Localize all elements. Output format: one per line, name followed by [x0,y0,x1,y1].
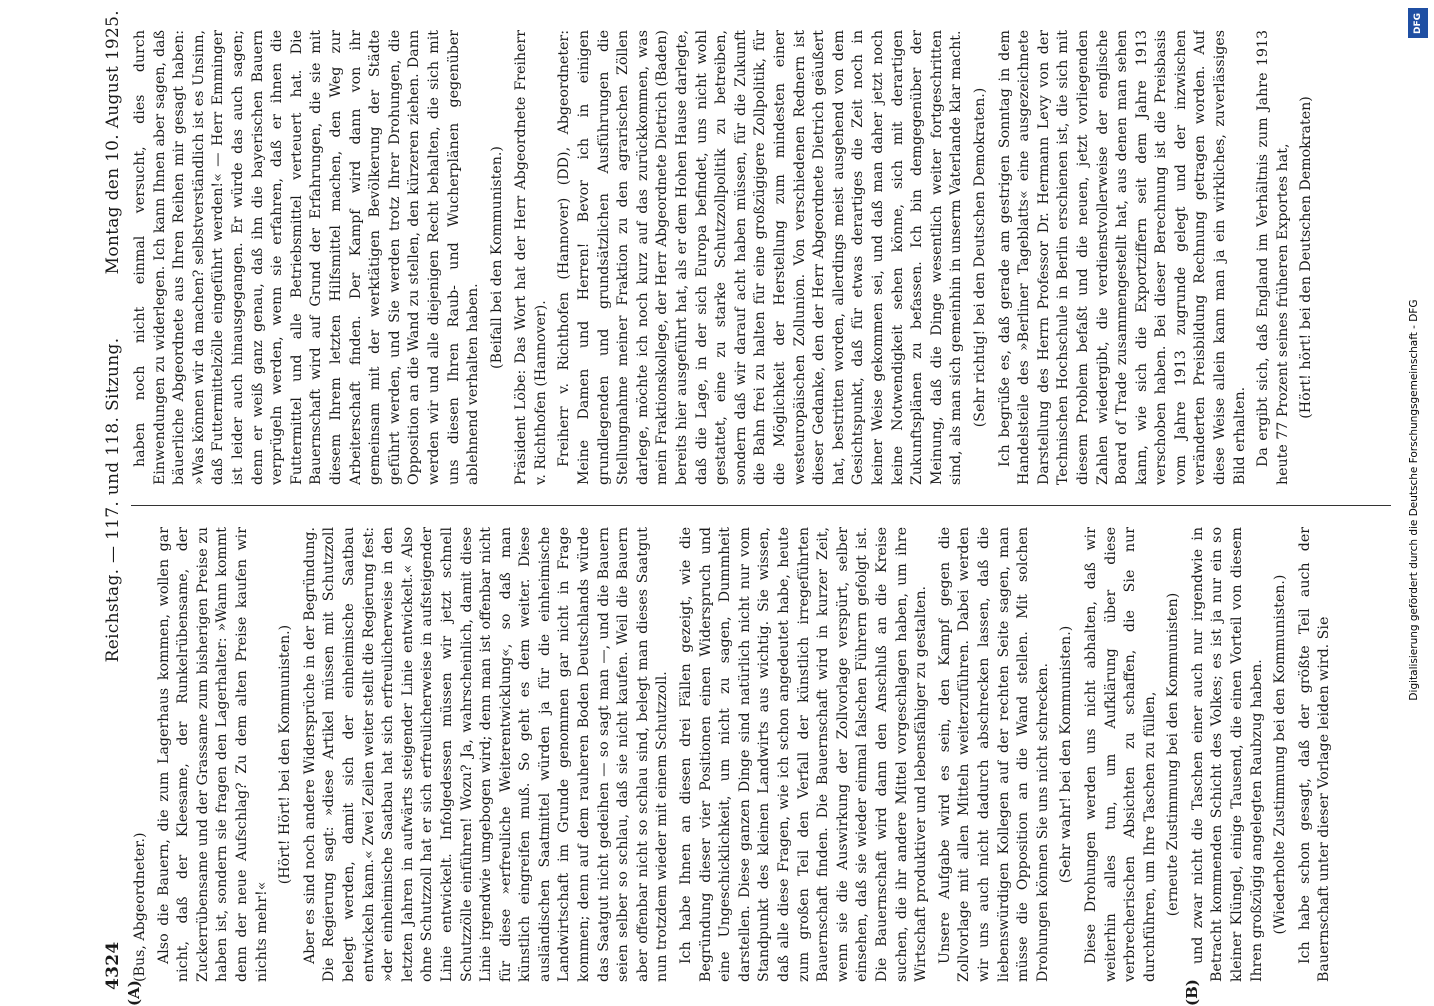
interjection: (erneute Zustimmung bei den Kommunisten) [1165,592,1182,917]
paragraph: haben noch nicht einmal versucht, dies durch Einwendungen zu widerlegen. Ich kann Ihnen aber sagen, daß bäuerliche Abgeordnete aus Ihren Reihen mir gesagt haben: »Was können wir da machen? selbstverständlich ist es Unsinn, daß Futtermittelzölle eingeführt werden!« — Herr Emminger ist leider auch hinausgegangen. Er würde das auch sagen; denn er weiß ganz genau, daß ihn die bayerischen Bauern verprügeln werden, wenn sie erfahren, daß er ihnen die Futtermittel und alle Betriebsmittel verteuert hat. Die Bauernschaft wird auf Grund der Erfahrungen, die sie mit diesem Ihrem letzten Hilfsmittel machen, den Weg zur Arbeiterschaft finden. Der Kampf wird dann von ihr gemeinsam mit der werktätigen Bevölkerung der Städte geführt werden, und Sie werden trotz Ihrer Drohungen, die Opposition an die Wand zu stellen, den kürzeren ziehen. Dann werden wir und alle diejenigen Recht behalten, die sich mit uns diesen Ihren Raub- und Wucherplänen gegenüber ablehnend verhalten haben. [132,30,482,485]
interjection: (Sehr richtig! bei den Deutschen Demokraten.) [971,87,988,428]
paragraph: Freiherr v. Richthofen (Hannover) (DD), Abgeordneter: Meine Damen und Herren! Bevor ich in einigen grundlegenden und grundsätzlichen Ausführungen die Stellungnahme meiner Fraktion zu den agrarischen Zöllen darlege, möchte ich noch kurz auf das zurückkommen, was mein Fraktionskollege, der Herr Abgeordnete Dietrich (Baden) bereits hier ausgeführt hat, als er dem Hohen Hause darlegte, daß die Lage, in der sich Europa befindet, uns nicht wohl gestattet, eine zu starke Schutzzollpolitik zu betreiben, sondern daß wir darauf acht haben müssen, für die Zukunft die Bahn frei zu halten für eine großzügigere Zollpolitik, für die Möglichkeit der Herstellung zum mindesten einer westeuropäischen Zollunion. Von verschiedenen Rednern ist dieser Gedanke, den der Herr Abgeordnete Dietrich geäußert hat, bestritten worden, allerdings meist ausgehend von dem Gesichtspunkt, daß für etwas derartiges die Zeit noch in keiner Weise gekommen sei, und daß man daher jetzt noch keine Notwendigkeit sehen könne, sich mit derartigen Zukunftsplänen zu befassen. Ich bin demgegenüber der Meinung, daß die Dinge wesentlich weiter fortgeschritten sind, als man sich gemeinhin in unserm Vaterlande klar macht. [556,30,965,485]
funding-note [1400,0,1428,1000]
page-title: Reichstag. — 117. und 118. Sitzung. [103,337,123,663]
interjection: (Hört! hört! bei den Deutschen Demokraten) [1298,96,1315,419]
session-date: Montag den 10. August 1925. [103,10,123,275]
page-number: 4324 [103,941,123,990]
margin-marker-b: (B) [1183,979,1201,1006]
funding-note-text: Digitalisierung gefördert durch die Deutsche Forschungsgemeinschaft - DFG [1408,299,1420,701]
paragraph: Unsere Aufgabe wird es sein, den Kampf gegen die Zollvorlage mit allen Mitteln weiterzuführen. Dabei werden wir uns auch nicht dadurch abschrecken lassen, daß die liebenswürdigen Kollegen auf der rechten Seite sagen, man müsse die Opposition an die Wand stellen. Mit solchen Drohungen können Sie uns nicht schrecken. [936,527,1051,982]
rotated-page [95,0,1425,1006]
paragraph: Aber es sind noch andere Widersprüche in der Begründung. Die Regierung sagt: »diese Artikel müssen mit Schutzzoll belegt werden, damit sich der einheimische Saatbau entwickeln kann.« Zwei Zeilen weiter stellt die Regierung fest: »der einheimische Saatbau hat sich erfreulicherweise in den letzten Jahren in aufwärts steigender Linie entwickelt.« Also ohne Schutzzoll hat er sich erfreulicherweise in aufsteigender Linie entwickelt. Infolgedessen müssen wir jetzt schnell Schutzzölle einführen! Wozu? Ja, wahrscheinlich, damit diese Linie irgendwie umgebogen wird; denn man ist offenbar nicht für diese »erfreuliche Weiterentwicklung«, so daß man künstlich eingreifen muß. So geht es dem weiter. Diese ausländischen Saatmittel würden ja für die einheimische Landwirtschaft im Grunde genommen gar nicht in Frage kommen; denn auf dem rauheren Boden Deutschlands würde das Saatgut nicht gedeihen — so sagt man —, und die Bauern seien selber so schlau, daß sie nicht kaufen. Weil die Bauern aber offenbar nicht so schlau sind, belegt man dieses Saatgut nun trotzdem wieder mit einem Schutzzoll. [301,527,671,982]
interjection: (Beifall bei den Kommunisten.) [488,146,505,369]
speaker-line: Präsident Löbe: Das Wort hat der Herr Abgeordnete Freiherr v. Richthofen (Hannover). [513,30,549,485]
right-column [131,30,1401,485]
paragraph: Diese Drohungen werden uns nicht abhalten, daß wir weiterhin alles tun, um Aufklärung über diese verbrecherischen Absichten zu schaffen, die Sie nur durchführen, um Ihre Taschen zu füllen, [1082,527,1158,982]
paragraph: Ich begrüße es, daß gerade am gestrigen Sonntag in dem Handelsteile des »Berliner Tageblatts« eine ausgezeichnete Darstellung des Herrn Professor Dr. Hermann Levy von der Technischen Hochschule in Berlin erschienen ist, die sich mit diesem Problem befaßt und die neuen, jetzt vorliegenden Zahlen wiedergibt, die verdienstvollerweise der englische Board of Trade zusammengestellt hat, aus denen man sehen kann, wie sich die Exportziffern seit dem Jahre 1913 verschoben haben. Bei dieser Berechnung ist die Preisbasis vom Jahre 1913 zugrunde gelegt und der inzwischen veränderten Preisbildung Rechnung getragen worden. Auf diese Weise allein kann man ja ein wirkliches, zuverlässiges Bild erhalten. [996,30,1248,485]
speaker-line: (Bus, Abgeordneter.) [132,832,148,982]
paragraph: Ich habe Ihnen an diesen drei Fällen gezeigt, wie die Begründung dieser vier Positionen einen Widerspruch und eine Ungeschicklichkeit, um nicht zu sagen, Dummheit darstellen. Diese ganzen Dinge sind natürlich nicht nur vom Standpunkt des kleinen Landwirts aus wichtig. Sie wissen, daß alle diese Fragen, wie ich schon angedeutet habe, heute zum großen Teil den Verfall der künstlich irregeführten Bauernschaft finden. Die Bauernschaft wird in kurzer Zeit, wenn sie die Auswirkung der Zollvorlage verspürt, selber einsehen, daß sie wieder einmal falschen Führern gefolgt ist. Die Bauernschaft wird dann den Anschluß an die Kreise suchen, die ihr andere Mittel vorgeschlagen haben, um ihre Wirtschaft produktiver und lebensfähiger zu gestalten. [678,527,930,982]
interjection: (Wiederholte Zustimmung bei den Kommunisten.) [1272,574,1289,935]
column-divider [131,505,1391,506]
margin-marker-a: (A) [125,980,143,1006]
dfg-logo: DFG [1408,8,1428,38]
left-column [131,527,1401,982]
paragraph: Also die Bauern, die zum Lagerhaus kommen, wollen gar nicht, daß der Kleesame, der Runkelrübensame, der Zuckerrübensame und der Grassame zum bisherigen Preise zu haben ist, sondern sie fragen den Lagerhalter: »Wann kommt denn der neue Aufschlag? Zu dem alten Preise kaufen wir nichts mehr!« [155,527,270,982]
interjection: (Sehr wahr! bei den Kommunisten.) [1058,625,1075,884]
paragraph: Ich habe schon gesagt, daß der größte Teil auch der Bauernschaft unter dieser Vorlage leiden wird. Sie [1296,527,1333,982]
paragraph: und zwar nicht die Taschen einer auch nur irgendwie in Betracht kommenden Schicht des Volkes; es ist ja nur ein so kleiner Klüngel, einige Tausend, die einen Vorteil von diesem Ihren großzügig angelegten Raubzug haben. [1189,527,1265,982]
paragraph: Da ergibt sich, daß England im Verhältnis zum Jahre 1913 heute 77 Prozent seines früheren Exportes hat, [1255,30,1291,485]
interjection: (Hört! Hört! bei den Kommunisten.) [277,624,294,885]
page-header [95,0,129,1000]
